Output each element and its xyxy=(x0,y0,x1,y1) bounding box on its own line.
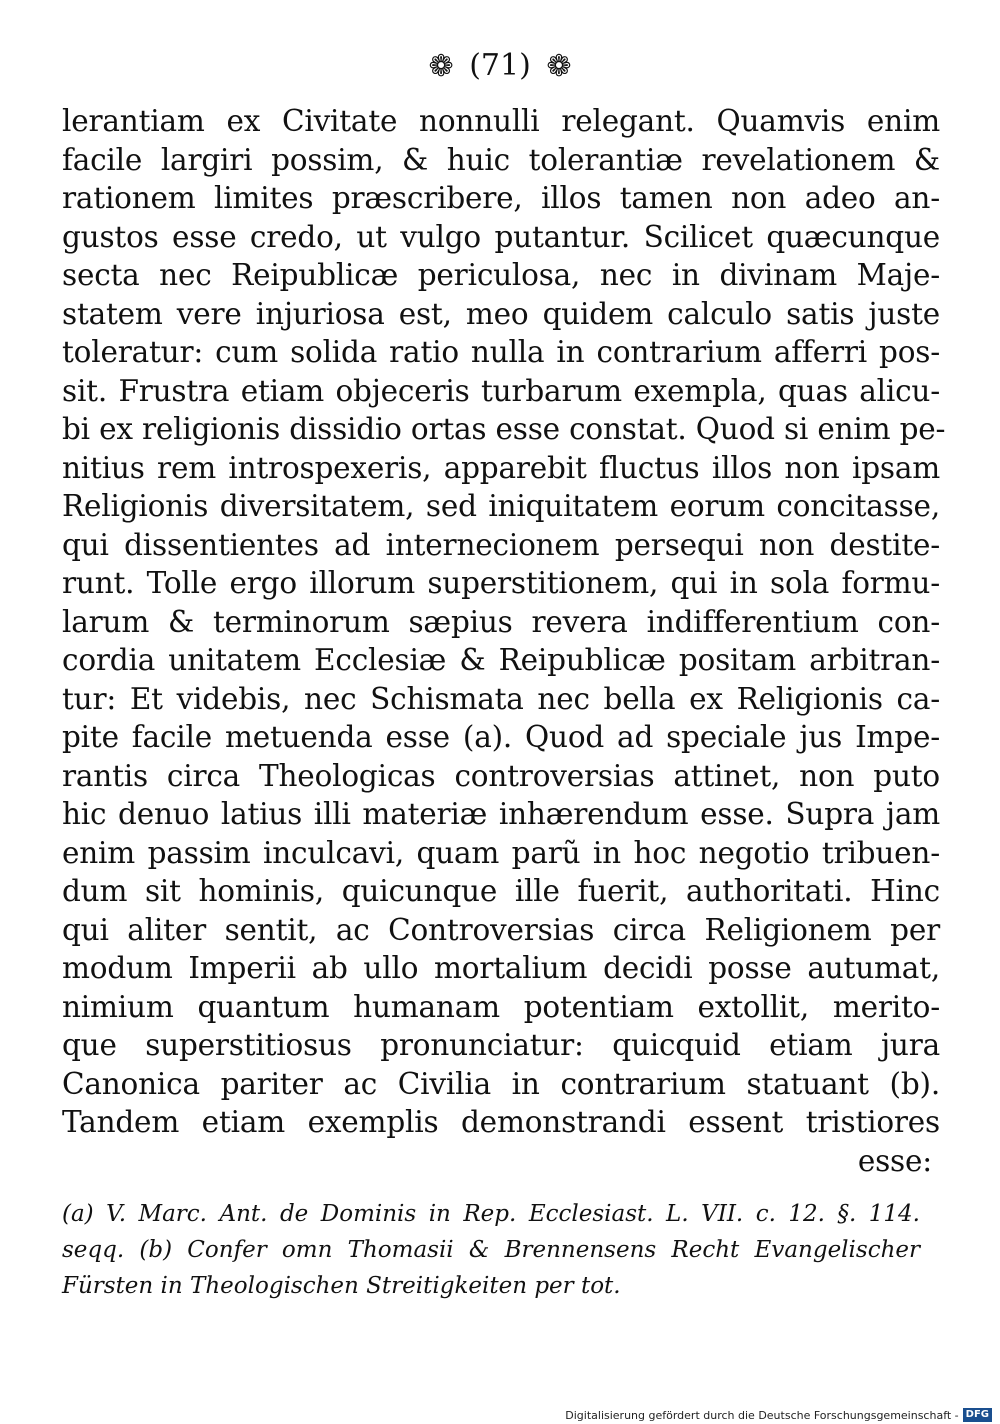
footnotes xyxy=(62,1196,920,1304)
catchword: esse: xyxy=(857,1143,932,1178)
text-line: gustos esse credo, ut vulgo putantur. Scilicet quæcunque xyxy=(62,219,940,254)
footnote-line: Fürsten in Theologischen Streitigkeiten per tot. xyxy=(62,1273,621,1299)
page-header xyxy=(0,46,1000,87)
text-line: runt. Tolle ergo illorum superstitionem, qui in sola formu- xyxy=(62,566,940,600)
text-line: secta nec Reipublicæ periculosa, nec in divinam Maje- xyxy=(62,258,940,292)
text-line: Tandem etiam exemplis demonstrandi essent tristiores xyxy=(62,1105,940,1139)
text-line: Canonica pariter ac Civilia in contrarium statuant (b). xyxy=(62,1066,940,1101)
text-line: larum & terminorum sæpius revera indifferentium con- xyxy=(62,604,940,639)
text-line: qui dissentientes ad internecionem persequi non destite- xyxy=(62,527,940,562)
dfg-logo-icon: DFG xyxy=(963,1408,992,1422)
text-line: facile largiri possim, & huic tolerantiæ revelationem & xyxy=(62,142,940,177)
body-text xyxy=(62,102,946,1180)
text-line: cordia unitatem Ecclesiæ & Reipublicæ positam arbitran- xyxy=(62,643,940,677)
text-line: hic denuo latius illi materiæ inhærendum esse. Supra jam xyxy=(62,797,940,831)
text-line: rationem limites præscribere, illos tamen non adeo an- xyxy=(62,181,940,215)
text-line: nimium quantum humanam potentiam extollit, merito- xyxy=(62,989,940,1024)
ornament-right-icon: ❁ xyxy=(546,49,572,84)
text-line: bi ex religionis dissidio ortas esse constat. Quod si enim pe- xyxy=(62,412,946,446)
credit-text: Digitalisierung gefördert durch die Deutsche Forschungsgemeinschaft - xyxy=(565,1408,959,1422)
text-line: modum Imperii ab ullo mortalium decidi posse autumat, xyxy=(62,951,940,985)
text-line: sit. Frustra etiam objeceris turbarum exempla, quas alicu- xyxy=(62,373,940,408)
footnote-line: seqq. (b) Confer omn Thomasii & Brennensens Recht Evangelischer xyxy=(62,1237,920,1263)
ornament-left-icon: ❁ xyxy=(428,49,454,84)
page-number: (71) xyxy=(469,48,531,83)
text-line: enim passim inculcavi, quam parũ in hoc negotio tribuen- xyxy=(62,835,940,870)
digitization-credit xyxy=(565,1408,992,1422)
text-line: pite facile metuenda esse (a). Quod ad speciale jus Impe- xyxy=(62,720,940,754)
text-line: que superstitiosus pronunciatur: quicquid etiam jura xyxy=(62,1028,940,1062)
footnote-line: (a) V. Marc. Ant. de Dominis in Rep. Ecclesiast. L. VII. c. 12. §. 114. xyxy=(62,1201,920,1227)
text-line: dum sit hominis, quicunque ille fuerit, authoritati. Hinc xyxy=(62,874,940,908)
text-line: rantis circa Theologicas controversias attinet, non puto xyxy=(62,758,940,793)
text-line: nitius rem introspexeris, apparebit fluctus illos non ipsam xyxy=(62,450,940,485)
text-line: Religionis diversitatem, sed iniquitatem eorum concitasse, xyxy=(62,489,940,523)
text-line: toleratur: cum solida ratio nulla in contrarium afferri pos- xyxy=(62,335,940,369)
text-line: statem vere injuriosa est, meo quidem calculo satis juste xyxy=(62,296,940,331)
text-line: lerantiam ex Civitate nonnulli relegant. Quamvis enim xyxy=(62,104,940,138)
text-line: tur: Et videbis, nec Schismata nec bella ex Religionis ca- xyxy=(62,681,940,716)
text-line: qui aliter sentit, ac Controversias circa Religionem per xyxy=(62,912,940,947)
